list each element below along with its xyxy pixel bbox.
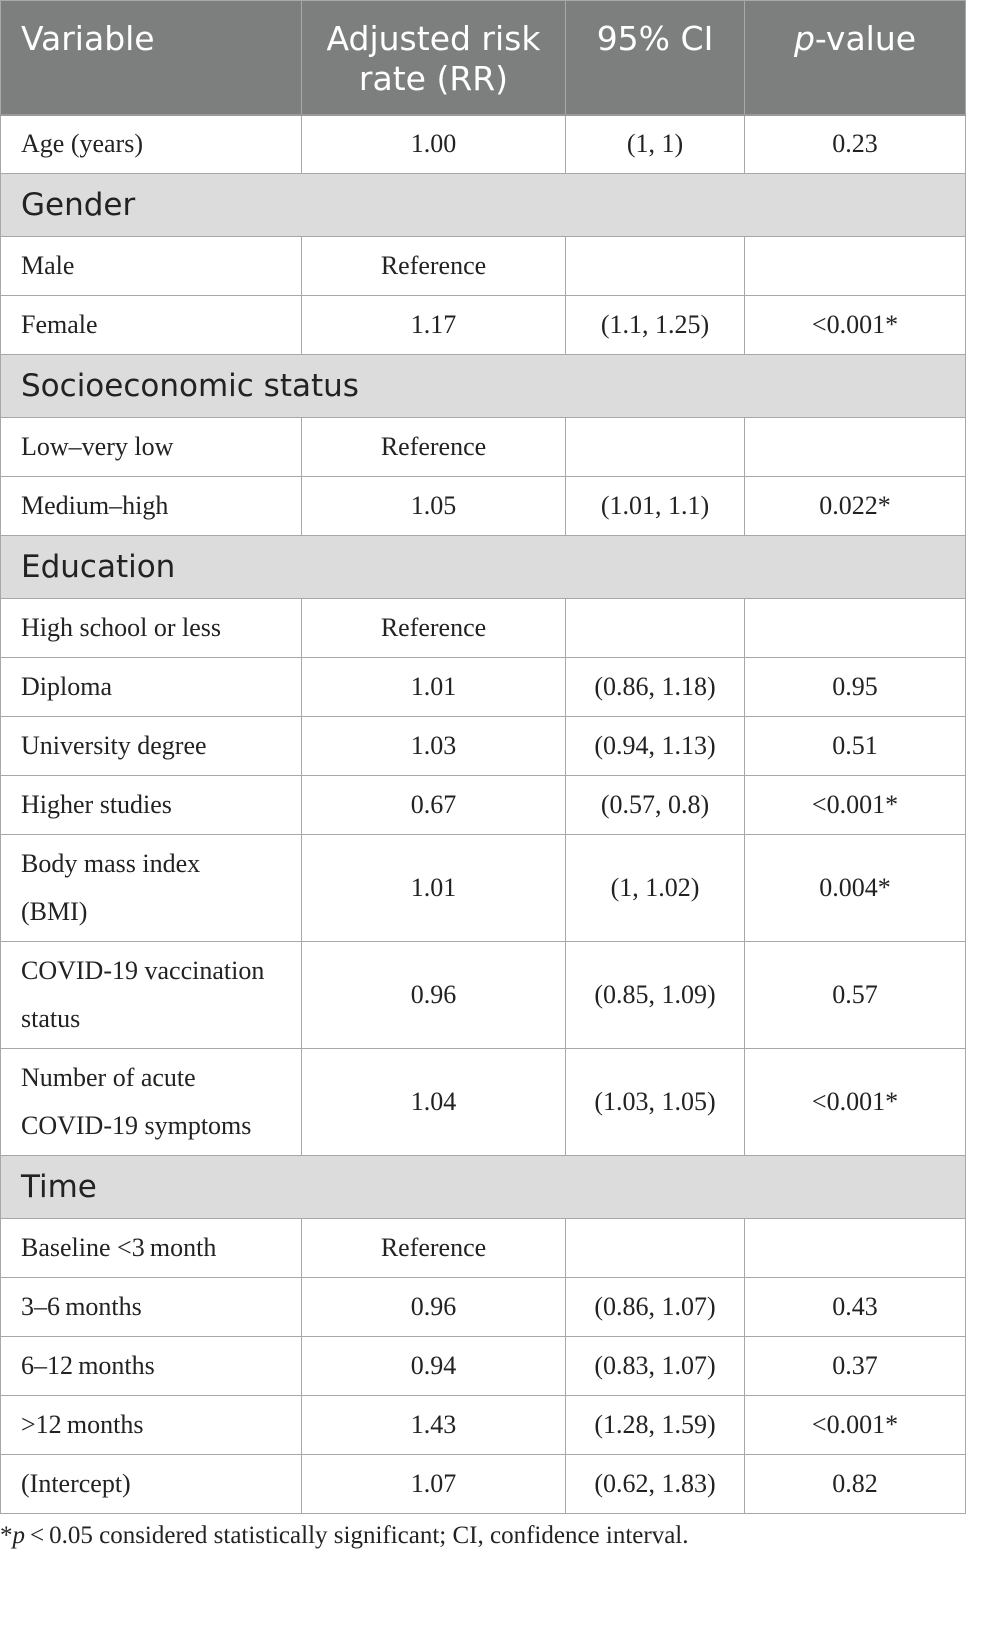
row-p [745,599,966,658]
row-ci: (0.94, 1.13) [566,717,745,776]
row-rr: 1.01 [302,658,566,717]
table-row [1,418,966,477]
row-label-line2: (BMI) [21,897,88,926]
section-title-ses: Socioeconomic status [1,355,966,418]
row-p: 0.022* [745,477,966,536]
row-label: Medium–high [1,477,302,536]
table-row [1,942,966,1049]
table-row [1,599,966,658]
section-title-time: Time [1,1156,966,1219]
row-label: Male [1,237,302,296]
row-rr: 0.94 [302,1337,566,1396]
row-p: 0.51 [745,717,966,776]
table-row [1,1219,966,1278]
header-p-suffix: -value [814,19,917,58]
row-p: 0.82 [745,1455,966,1514]
row-ci [566,418,745,477]
section-title-gender: Gender [1,174,966,237]
row-label: 3–6 months [1,1278,302,1337]
row-p: <0.001* [745,1049,966,1156]
table-footnote [0,1522,689,1550]
section-header-row [1,1156,966,1219]
row-ci: (1.01, 1.1) [566,477,745,536]
row-rr: 0.96 [302,1278,566,1337]
row-label: Higher studies [1,776,302,835]
row-p [745,1219,966,1278]
header-ci: 95% CI [566,1,745,115]
row-p [745,237,966,296]
row-label: Female [1,296,302,355]
table-row [1,835,966,942]
section-header-row [1,536,966,599]
table-row [1,658,966,717]
row-ci [566,599,745,658]
row-rr: 1.43 [302,1396,566,1455]
row-rr: Reference [302,237,566,296]
footnote-p-italic: p [12,1522,25,1549]
table-row [1,296,966,355]
row-label-line2: COVID-19 symptoms [21,1111,252,1140]
row-ci: (1.1, 1.25) [566,296,745,355]
row-p: 0.57 [745,942,966,1049]
section-title-education: Education [1,536,966,599]
row-label-line2: status [21,1004,81,1033]
row-p: <0.001* [745,776,966,835]
table-row [1,776,966,835]
row-rr: 0.96 [302,942,566,1049]
footnote-star: * [0,1522,13,1549]
row-label-line1: COVID-19 vaccination [21,956,265,985]
table-header-row [1,1,966,115]
row-p [745,418,966,477]
row-rr: 1.04 [302,1049,566,1156]
table-row [1,717,966,776]
row-ci: (0.86, 1.18) [566,658,745,717]
row-p: 0.95 [745,658,966,717]
header-p-italic: p [793,19,815,58]
row-ci: (0.85, 1.09) [566,942,745,1049]
table-row [1,477,966,536]
row-ci: (0.62, 1.83) [566,1455,745,1514]
table-row [1,115,966,174]
row-label [1,835,302,942]
row-label-line1: Body mass index [21,849,201,878]
row-p: 0.37 [745,1337,966,1396]
row-label: University degree [1,717,302,776]
table-row [1,1337,966,1396]
table-row [1,1278,966,1337]
row-rr: 0.67 [302,776,566,835]
header-adjusted-rr: Adjusted risk rate (RR) [302,1,566,115]
row-rr: 1.01 [302,835,566,942]
section-header-row [1,355,966,418]
footnote-text: < 0.05 considered statistically significant; CI, confidence interval. [25,1522,689,1549]
row-rr: 1.07 [302,1455,566,1514]
row-ci: (0.86, 1.07) [566,1278,745,1337]
row-rr: Reference [302,418,566,477]
row-rr: Reference [302,599,566,658]
row-ci: (1, 1) [566,115,745,174]
row-label: Age (years) [1,115,302,174]
row-label: (Intercept) [1,1455,302,1514]
table-row [1,1455,966,1514]
row-p: 0.23 [745,115,966,174]
row-ci: (1.03, 1.05) [566,1049,745,1156]
row-p: <0.001* [745,296,966,355]
section-header-row [1,174,966,237]
row-label: Diploma [1,658,302,717]
table-row [1,237,966,296]
row-p: 0.43 [745,1278,966,1337]
row-rr: 1.03 [302,717,566,776]
row-label-line1: Number of acute [21,1063,196,1092]
row-label: 6–12 months [1,1337,302,1396]
row-rr: 1.17 [302,296,566,355]
row-ci: (0.57, 0.8) [566,776,745,835]
row-ci [566,237,745,296]
row-rr: Reference [302,1219,566,1278]
row-ci [566,1219,745,1278]
header-variable: Variable [1,1,302,115]
row-ci: (1, 1.02) [566,835,745,942]
row-ci: (1.28, 1.59) [566,1396,745,1455]
row-p: 0.004* [745,835,966,942]
row-label: High school or less [1,599,302,658]
row-label: >12 months [1,1396,302,1455]
row-label [1,942,302,1049]
row-label [1,1049,302,1156]
row-label: Low–very low [1,418,302,477]
table-row [1,1396,966,1455]
header-p-value [745,1,966,115]
table-row [1,1049,966,1156]
row-rr: 1.05 [302,477,566,536]
row-rr: 1.00 [302,115,566,174]
row-label: Baseline <3 month [1,1219,302,1278]
row-ci: (0.83, 1.07) [566,1337,745,1396]
row-p: <0.001* [745,1396,966,1455]
